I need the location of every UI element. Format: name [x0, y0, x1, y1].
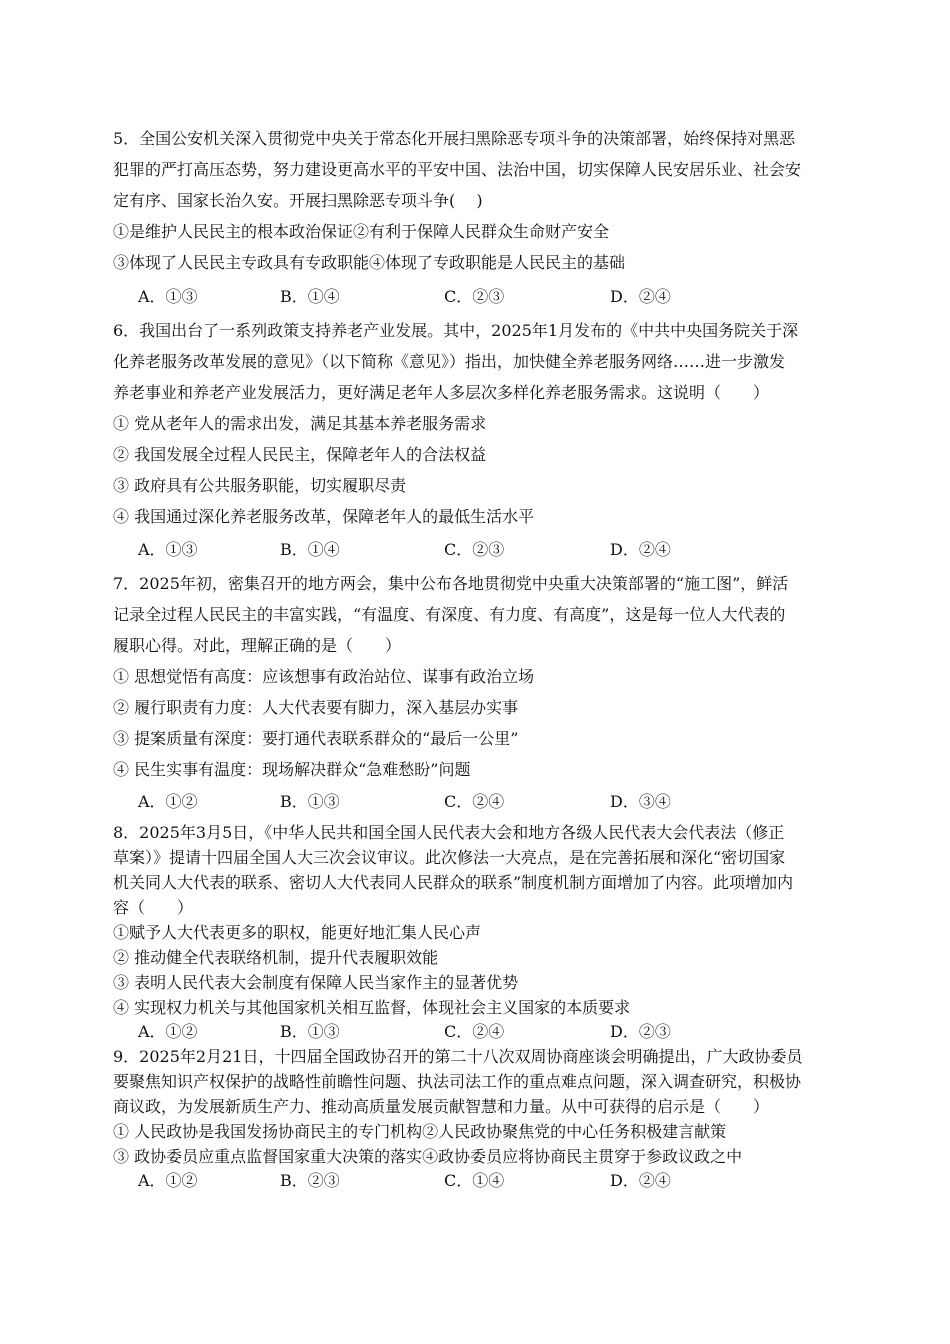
choice-a: A．①③ — [138, 540, 198, 559]
option-statement: ④ 我国通过深化养老服务改革，保障老年人的最低生活水平 — [113, 507, 535, 526]
option-statement: ① 人民政协是我国发扬协商民主的专门机构②人民政协聚焦党的中心任务积极建言献策 — [113, 1122, 727, 1141]
answer-choices — [138, 284, 698, 306]
choice-b: B．①④ — [280, 540, 340, 559]
question-stem-line: 容（ ） — [113, 898, 194, 917]
option-statement: ③ 提案质量有深度：要打通代表联系群众的“最后一公里” — [113, 729, 519, 748]
option-statement: ③体现了人民民主专政具有专政职能④体现了专政职能是人民民主的基础 — [113, 253, 626, 272]
choice-b: B．①③ — [280, 792, 340, 811]
option-statement: ④ 民生实事有温度：现场解决群众“急难愁盼”问题 — [113, 760, 471, 779]
choice-b: B．①③ — [280, 1022, 340, 1041]
choice-b: B．①④ — [280, 287, 340, 306]
question-stem-line: 9．2025年2月21日，十四届全国政协召开的第二十八次双周协商座谈会明确提出，广大政协委员 — [113, 1047, 803, 1066]
question-stem-line: 犯罪的严打高压态势，努力建设更高水平的平安中国、法治中国，切实保障人民安居乐业、社会安 — [113, 160, 802, 179]
option-statement: ①是维护人民民主的根本政治保证②有利于保障人民群众生命财产安全 — [113, 222, 610, 241]
choice-a: A．①② — [138, 1171, 198, 1190]
choice-b: B．②③ — [280, 1171, 340, 1190]
choice-d: D．②④ — [610, 540, 671, 559]
option-statement: ①赋予人大代表更多的职权，能更好地汇集人民心声 — [113, 923, 482, 942]
choice-c: C．②④ — [444, 1022, 505, 1041]
answer-choices — [138, 537, 698, 559]
question-stem-line: 履职心得。对此，理解正确的是（ ） — [113, 636, 402, 655]
option-statement: ② 我国发展全过程人民民主，保障老年人的合法权益 — [113, 445, 487, 464]
choice-a: A．①② — [138, 1022, 198, 1041]
question-stem-line: 草案）》提请十四届全国人大三次会议审议。此次修法一大亮点，是在完善拓展和深化“密切国家 — [113, 848, 786, 867]
option-statement: ③ 政协委员应重点监督国家重大决策的落实④政协委员应将协商民主贯穿于参政议政之中 — [113, 1147, 743, 1166]
choice-a: A．①③ — [138, 287, 198, 306]
question-stem-line: 定有序、国家长治久安。开展扫黑除恶专项斗争( ) — [113, 191, 483, 210]
option-statement: ③ 表明人民代表大会制度有保障人民当家作主的显著优势 — [113, 973, 519, 992]
question-6 — [113, 315, 841, 532]
answer-choices — [138, 1019, 698, 1041]
question-stem-line: 记录全过程人民民主的丰富实践，“有温度、有深度、有力度、有高度”，这是每一位人大代表的 — [113, 605, 786, 624]
option-statement: ① 思想觉悟有高度：应该想事有政治站位、谋事有政治立场 — [113, 667, 535, 686]
question-stem-line: 养老事业和养老产业发展活力，更好满足老年人多层次多样化养老服务需求。这说明（ ） — [113, 383, 770, 402]
question-stem-line: 5．全国公安机关深入贯彻党中央关于常态化开展扫黑除恶专项斗争的决策部署，始终保持对黑恶 — [113, 129, 796, 148]
option-statement: ③ 政府具有公共服务职能，切实履职尽责 — [113, 476, 407, 495]
option-statement: ④ 实现权力机关与其他国家机关相互监督，体现社会主义国家的本质要求 — [113, 998, 631, 1017]
choice-a: A．①② — [138, 792, 198, 811]
option-statement: ① 党从老年人的需求出发，满足其基本养老服务需求 — [113, 414, 487, 433]
choice-c: C．②③ — [444, 540, 505, 559]
question-stem-line: 化养老服务改革发展的意见》（以下简称《意见》）指出，加快健全养老服务网络……进一步激发 — [113, 352, 786, 371]
choice-d: D．②③ — [610, 1022, 671, 1041]
choice-d: D．②④ — [610, 287, 671, 306]
question-stem-line: 8．2025年3月5日，《中华人民共和国全国人民代表大会和地方各级人民代表大会代表法（修正 — [113, 823, 785, 842]
question-stem-line: 机关同人大代表的联系、密切人大代表同人民群众的联系”制度机制方面增加了内容。此项增加内 — [113, 873, 794, 892]
question-5 — [113, 123, 841, 278]
question-stem-line: 6．我国出台了一系列政策支持养老产业发展。其中，2025年1月发布的《中共中央国务院关于深 — [113, 321, 799, 340]
choice-d: D．③④ — [610, 792, 671, 811]
choice-c: C．②④ — [444, 792, 505, 811]
question-8 — [113, 820, 841, 1020]
option-statement: ② 推动健全代表联络机制，提升代表履职效能 — [113, 948, 439, 967]
option-statement: ② 履行职责有力度：人大代表要有脚力，深入基层办实事 — [113, 698, 519, 717]
question-9 — [113, 1044, 841, 1169]
question-stem-line: 商议政，为发展新质生产力、推动高质量发展贡献智慧和力量。从中可获得的启示是（ ） — [113, 1097, 770, 1116]
question-stem-line: 7．2025年初，密集召开的地方两会，集中公布各地贯彻党中央重大决策部署的“施工图”，鲜活 — [113, 574, 789, 593]
question-stem-line: 要聚焦知识产权保护的战略性前瞻性问题、执法司法工作的重点难点问题，深入调查研究，积极协 — [113, 1072, 802, 1091]
answer-choices — [138, 789, 698, 811]
choice-c: C．①④ — [444, 1171, 505, 1190]
question-7 — [113, 568, 841, 785]
choice-c: C．②③ — [444, 287, 505, 306]
choice-d: D．②④ — [610, 1171, 671, 1190]
answer-choices — [138, 1168, 698, 1190]
